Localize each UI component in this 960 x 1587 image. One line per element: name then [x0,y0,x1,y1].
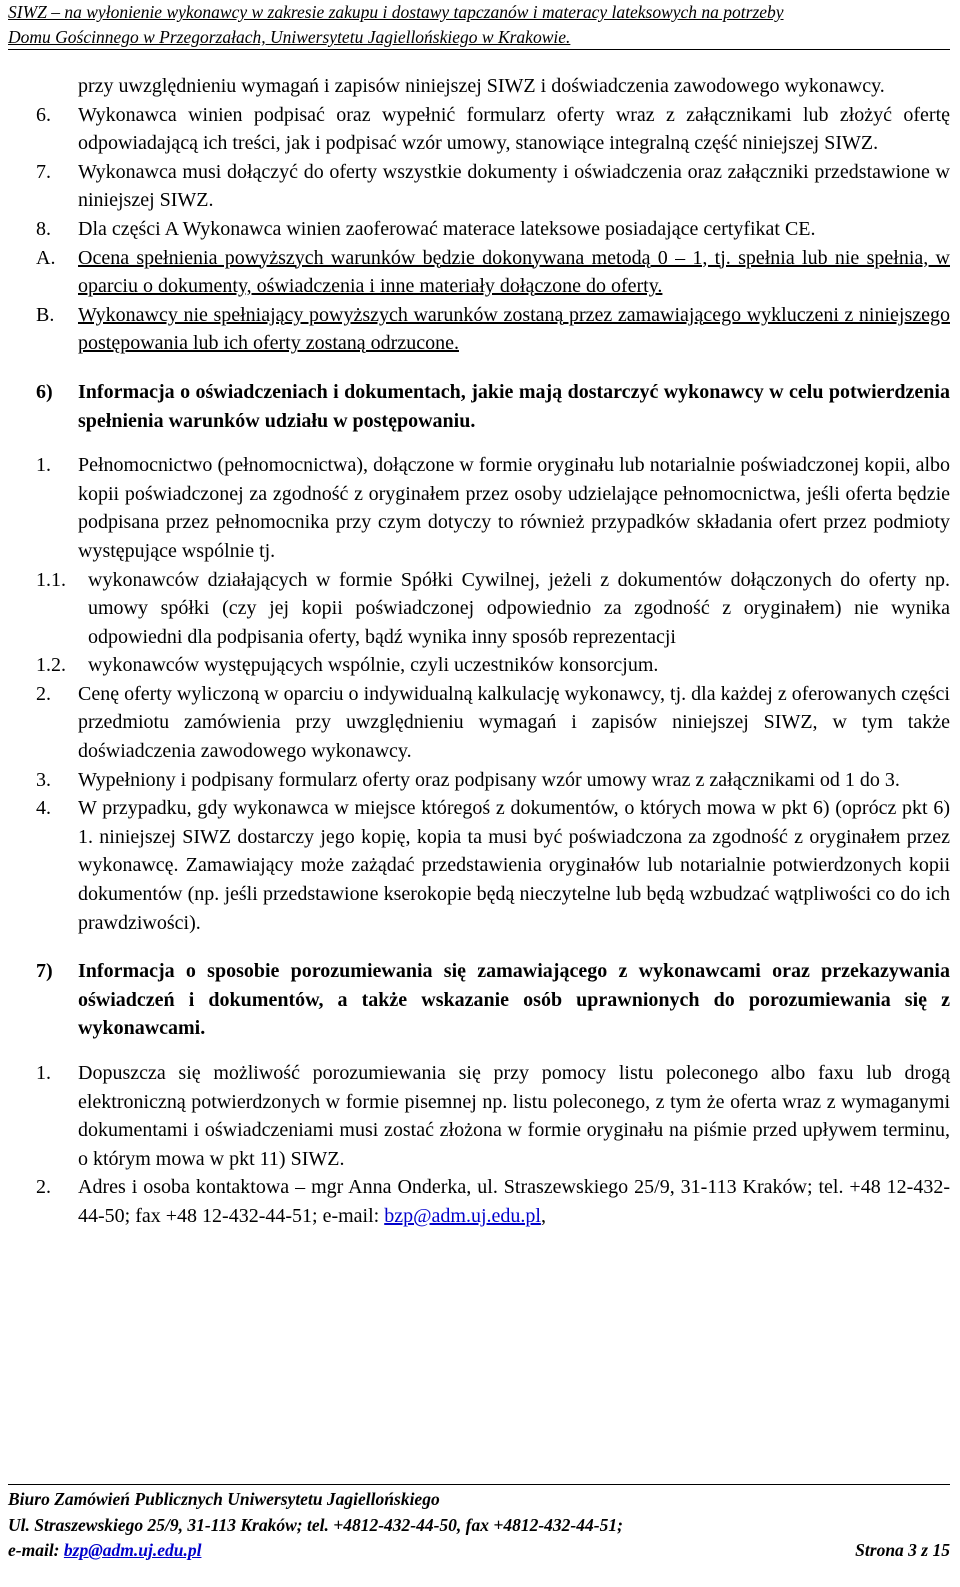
item-number: 1.2. [36,654,66,677]
item-text: W przypadku, gdy wykonawca w miejsce któregoś z dokumentów, o których mowa w pkt 6) (oprócz pkt 6) 1. niniejszej SIWZ dostarczy jego kopię, kopia ta musi być poświadczona za zgodność z oryginałem przez wykonawcę. Zamawiający może zażądać przedstawienia oryginałów lub notarialnie potwierdzonych kopii dokumentów (np. jeśli przedstawione kserokopie będą nieczytelne lub będą wzbudzać wątpliwości co do ich prawdziwości). [78,797,950,934]
section-title: Informacja o sposobie porozumiewania się zamawiającego z wykonawcami oraz przekazywania oświadczeń i dokumentów, a także wskazanie osób uprawnionych do porozumiewania się z wykonawcami. [78,960,950,1040]
header-line-1: SIWZ – na wyłonienie wykonawcy w zakresie zakupu i dostawy tapczanów i materacy lateksowych na potrzeby [8,2,784,22]
list-item [36,244,950,301]
item-number: A. [36,246,56,269]
item-text: Dopuszcza się możliwość porozumiewania się przy pomocy listu poleconego albo faxu lub drogą elektroniczną potwierdzonych w formie pisemnej np. listu poleconego, z tym że oferta wraz z wymaganymi dokumentami i oświadczeniami musi zostać złożona w formie oryginału na piśmie przed upływem terminu, o którym mowa w pkt 11) SIWZ. [78,1062,950,1170]
list-item [36,794,950,937]
section-number: 6) [36,380,53,403]
item-number: 1. [36,1062,51,1084]
contact-text: Adres i osoba kontaktowa – mgr Anna Onderka, ul. Straszewskiego 25/9, 31-113 Kraków; tel. +48 12-432-44-50; fax +48 12-432-44-51; e-mail: [78,1176,950,1227]
item-number: 1. [36,454,51,477]
header-divider [8,49,950,50]
footer-line-3 [8,1538,950,1564]
item-number: B. [36,303,55,326]
trailing-comma: , [540,1204,546,1227]
item-text: wykonawców występujących wspólnie, czyli uczestników konsorcjum. [88,654,659,677]
item-text: Pełnomocnictwo (pełnomocnictwa), dołączone w formie oryginału lub notarialnie poświadczonej kopii, albo kopii poświadczonej za zgodność z oryginałem przez osoby udzielające pełnomocnictwa, jeśli oferta będzie podpisana przez pełnomocnika przy czym dotyczy to również przypadków składania ofert przez podmioty występujące wspólnie tj. [78,454,950,562]
list-item [36,766,950,795]
email-link[interactable]: bzp@adm.uj.edu.pl [384,1204,541,1227]
item-text: Wykonawca winien podpisać oraz wypełnić formularz oferty wraz z załącznikami lub złożyć ofertę odpowiadającą ich treści, jak i podpisać wzór umowy, stanowiące integralną część niniejszej SIWZ. [78,103,950,155]
page-header [8,0,950,50]
list-item [36,680,950,766]
section-number: 7) [36,960,53,983]
item-number: 3. [36,768,51,791]
footer-email-link[interactable]: bzp@adm.uj.edu.pl [63,1540,202,1560]
section-heading-7 [36,957,950,1043]
item-text [78,1173,950,1230]
item-number: 1.1. [36,568,66,591]
item-text: Wypełniony i podpisany formularz oferty oraz podpisany wzór umowy wraz z załącznikami od 1 do 3. [78,768,900,791]
item-text: Dla części A Wykonawca winien zaoferować materace lateksowe posiadające certyfikat CE. [78,217,816,240]
section-title: Informacja o oświadczeniach i dokumentach, jakie mają dostarczyć wykonawcy w celu potwierdzenia spełnienia warunków udziału w postępowaniu. [78,380,950,432]
continuation-paragraph: przy uwzględnieniu wymagań i zapisów niniejszej SIWZ i doświadczenia zawodowego wykonawcy. [78,75,885,97]
list-item [36,215,950,244]
footer-line-1: Biuro Zamówień Publicznych Uniwersytetu Jagiellońskiego [8,1489,440,1509]
list-item [36,1059,950,1173]
item-number: 2. [36,1176,51,1199]
list-item [36,566,950,652]
item-text: Wykonawcy nie spełniający powyższych warunków zostaną przez zamawiającego wykluczeni z niniejszego postępowania lub ich oferty zostaną odrzucone. [78,303,950,355]
document-body [36,72,950,1231]
page-footer [8,1487,950,1564]
page-number: Strona 3 z 15 [855,1540,950,1560]
item-number: 7. [36,160,51,183]
item-number: 4. [36,797,51,820]
item-number: 2. [36,682,51,705]
footer-divider [8,1484,950,1485]
item-text: Cenę oferty wyliczoną w oparciu o indywidualną kalkulację wykonawcy, tj. dla każdej z oferowanych części przedmiotu zamówienia przy uwzględnieniu wymagań i zapisów niniejszej SIWZ, w tym także doświadczenia zawodowego wykonawcy. [78,682,950,763]
footer-line-2: Ul. Straszewskiego 25/9, 31-113 Kraków; tel. +4812-432-44-50, fax +4812-432-44-51; [8,1514,623,1535]
footer-email [8,1538,201,1564]
item-number: 6. [36,103,51,126]
email-label: e-mail: [8,1540,64,1560]
header-line-2: Domu Gościnnego w Przegorzałach, Uniwersytetu Jagiellońskiego w Krakowie. [8,27,571,47]
list-item [36,451,950,565]
list-item [36,651,950,680]
item-text: Wykonawca musi dołączyć do oferty wszystkie dokumenty i oświadczenia oraz załączniki przedstawione w niniejszej SIWZ. [78,160,950,212]
item-text: wykonawców działających w formie Spółki Cywilnej, jeżeli z dokumentów dołączonych do oferty np. umowy spółki (czy jej kopii poświadczonej odpowiednio za zgodność z oryginałem) nie wynika odpowiedni dla podpisania oferty, bądź wynika inny sposób reprezentacji [88,568,950,648]
section-heading-6 [36,378,950,435]
list-item [36,301,950,358]
item-number: 8. [36,217,51,240]
item-text: Ocena spełnienia powyższych warunków będzie dokonywana metodą 0 – 1, tj. spełnia lub nie spełnia, w oparciu o dokumenty, oświadczenia i inne materiały dołączone do oferty. [78,246,950,298]
list-item [36,1173,950,1230]
list-item [36,101,950,158]
list-item [36,158,950,215]
